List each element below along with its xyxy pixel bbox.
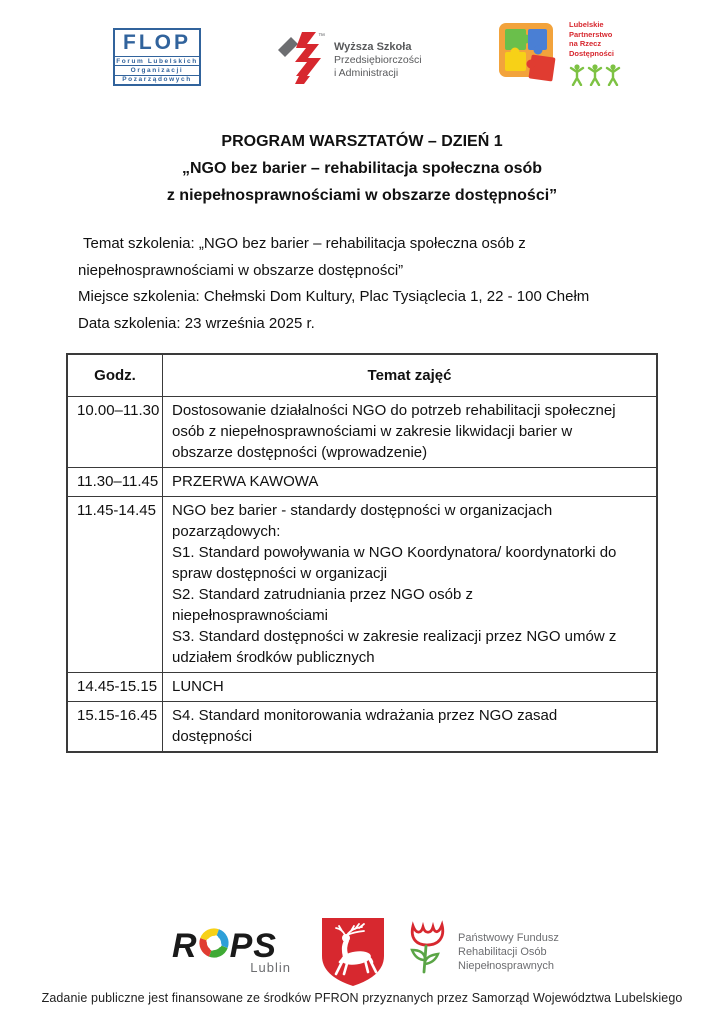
funding-note: Zadanie publiczne jest finansowane ze środków PFRON przyznanych przez Samorząd Województwa Lubelskiego	[41, 991, 683, 1005]
flop-logo-line: Pozarządowych	[122, 76, 192, 84]
title-line-3: z niepełnosprawnościami w obszarze dostępności”	[166, 187, 558, 204]
partnership-text-line: Partnerstwo	[569, 29, 613, 39]
footer-logos	[0, 910, 724, 990]
topic-column-header: Temat zajęć	[163, 354, 658, 397]
time-cell: 15.15-16.45	[67, 702, 163, 753]
schedule-body	[67, 397, 657, 753]
svg-text:™: ™	[318, 33, 325, 40]
topic-cell	[163, 702, 658, 753]
rops-pinwheel-icon	[199, 928, 229, 964]
wspa-text-line: i Administracji	[334, 67, 399, 79]
rops-wordmark	[172, 928, 297, 964]
time-cell: 10.00–11.30	[67, 397, 163, 468]
person-icon	[569, 64, 585, 86]
topic-line: S2. Standard zatrudniania przez NGO osób z niepełnosprawnościami	[172, 586, 473, 624]
time-cell: 11.30–11.45	[67, 468, 163, 497]
time-cell: 11.45-14.45	[67, 497, 163, 673]
wspa-logo	[276, 30, 422, 91]
flop-logo-line: Organizacji	[115, 66, 199, 75]
topic-line: S4. Standard monitorowania wdrażania przez NGO zasad dostępności	[172, 707, 558, 745]
topic-line: S1. Standard powoływania w NGO Koordynatora/ koordynatorki do spraw dostępności w organizacji	[172, 544, 617, 582]
pfron-logo	[406, 920, 559, 983]
wspa-text-line: Przedsiębiorczości	[334, 54, 422, 66]
rops-city-label: Lublin	[250, 960, 291, 975]
wspa-text-line: Wyższa Szkoła	[334, 41, 412, 53]
header-logos	[0, 18, 724, 108]
wspa-logo-mark-icon	[276, 30, 326, 91]
schedule-table	[66, 353, 658, 753]
training-topic: Temat szkolenia: „NGO bez barier – rehabilitacja społeczna osób z niepełnosprawnościami w obszarze dostępności”	[78, 235, 526, 279]
flop-logo-line: Forum Lubelskich	[116, 57, 198, 65]
partnership-puzzle-icon	[498, 20, 562, 95]
pfron-text-line: Rehabilitacji Osób	[458, 945, 547, 958]
partnership-logo-text	[569, 20, 621, 95]
rops-logo	[172, 928, 297, 975]
topic-cell	[163, 497, 658, 673]
topic-cell	[163, 468, 658, 497]
training-date: Data szkolenia: 23 września 2025 r.	[78, 314, 315, 332]
training-place: Miejsce szkolenia: Chełmski Dom Kultury, Plac Tysiąclecia 1, 22 - 100 Chełm	[78, 288, 590, 305]
partnership-text-line: Dostępności	[569, 48, 615, 58]
topic-line: NGO bez barier - standardy dostępności w organizacjach pozarządowych:	[172, 502, 553, 540]
table-row	[67, 397, 657, 468]
topic-line: Dostosowanie działalności NGO do potrzeb rehabilitacji społecznej osób z niepełnosprawnościami w zakresie likwidacji barier w obszarze dostępności (wprowadzenie)	[172, 402, 616, 461]
topic-line: PRZERWA KAWOWA	[172, 473, 319, 490]
table-row	[67, 673, 657, 702]
table-row	[67, 468, 657, 497]
flop-acronym: FLOP	[115, 30, 199, 57]
title-line-1: PROGRAM WARSZTATÓW – DZIEŃ 1	[221, 133, 503, 150]
pfron-text-line: Państwowy Fundusz	[458, 931, 559, 944]
time-cell: 14.45-15.15	[67, 673, 163, 702]
title-line-2: „NGO bez barier – rehabilitacja społeczna osób	[181, 160, 543, 177]
person-icon	[587, 64, 603, 86]
schedule-table-wrap	[66, 353, 658, 753]
topic-cell	[163, 673, 658, 702]
people-icons	[569, 64, 621, 86]
topic-line: S3. Standard dostępności w zakresie realizacji przez NGO umów z udziałem środków publicznych	[172, 628, 617, 666]
topic-line: LUNCH	[172, 678, 224, 695]
pfron-tulip-icon	[406, 920, 450, 983]
topic-cell	[163, 397, 658, 468]
pfron-text-line: Niepełnosprawnych	[458, 959, 554, 972]
person-icon	[605, 64, 621, 86]
table-row	[67, 702, 657, 753]
wspa-logo-text	[334, 41, 422, 80]
training-details	[78, 231, 644, 337]
rops-letters-ps: PS	[229, 927, 277, 965]
pfron-logo-text	[458, 931, 559, 973]
partnership-text-line: Lubelskie	[569, 20, 604, 29]
time-column-header: Godz.	[67, 354, 163, 397]
table-row	[67, 497, 657, 673]
lublin-coat-of-arms-icon	[318, 916, 388, 993]
document-title	[0, 128, 724, 209]
flop-logo	[113, 28, 201, 86]
table-header-row	[67, 354, 657, 397]
partnership-text-line: na Rzecz	[569, 39, 602, 48]
partnership-logo	[498, 20, 621, 95]
rops-letter-r: R	[172, 927, 198, 965]
